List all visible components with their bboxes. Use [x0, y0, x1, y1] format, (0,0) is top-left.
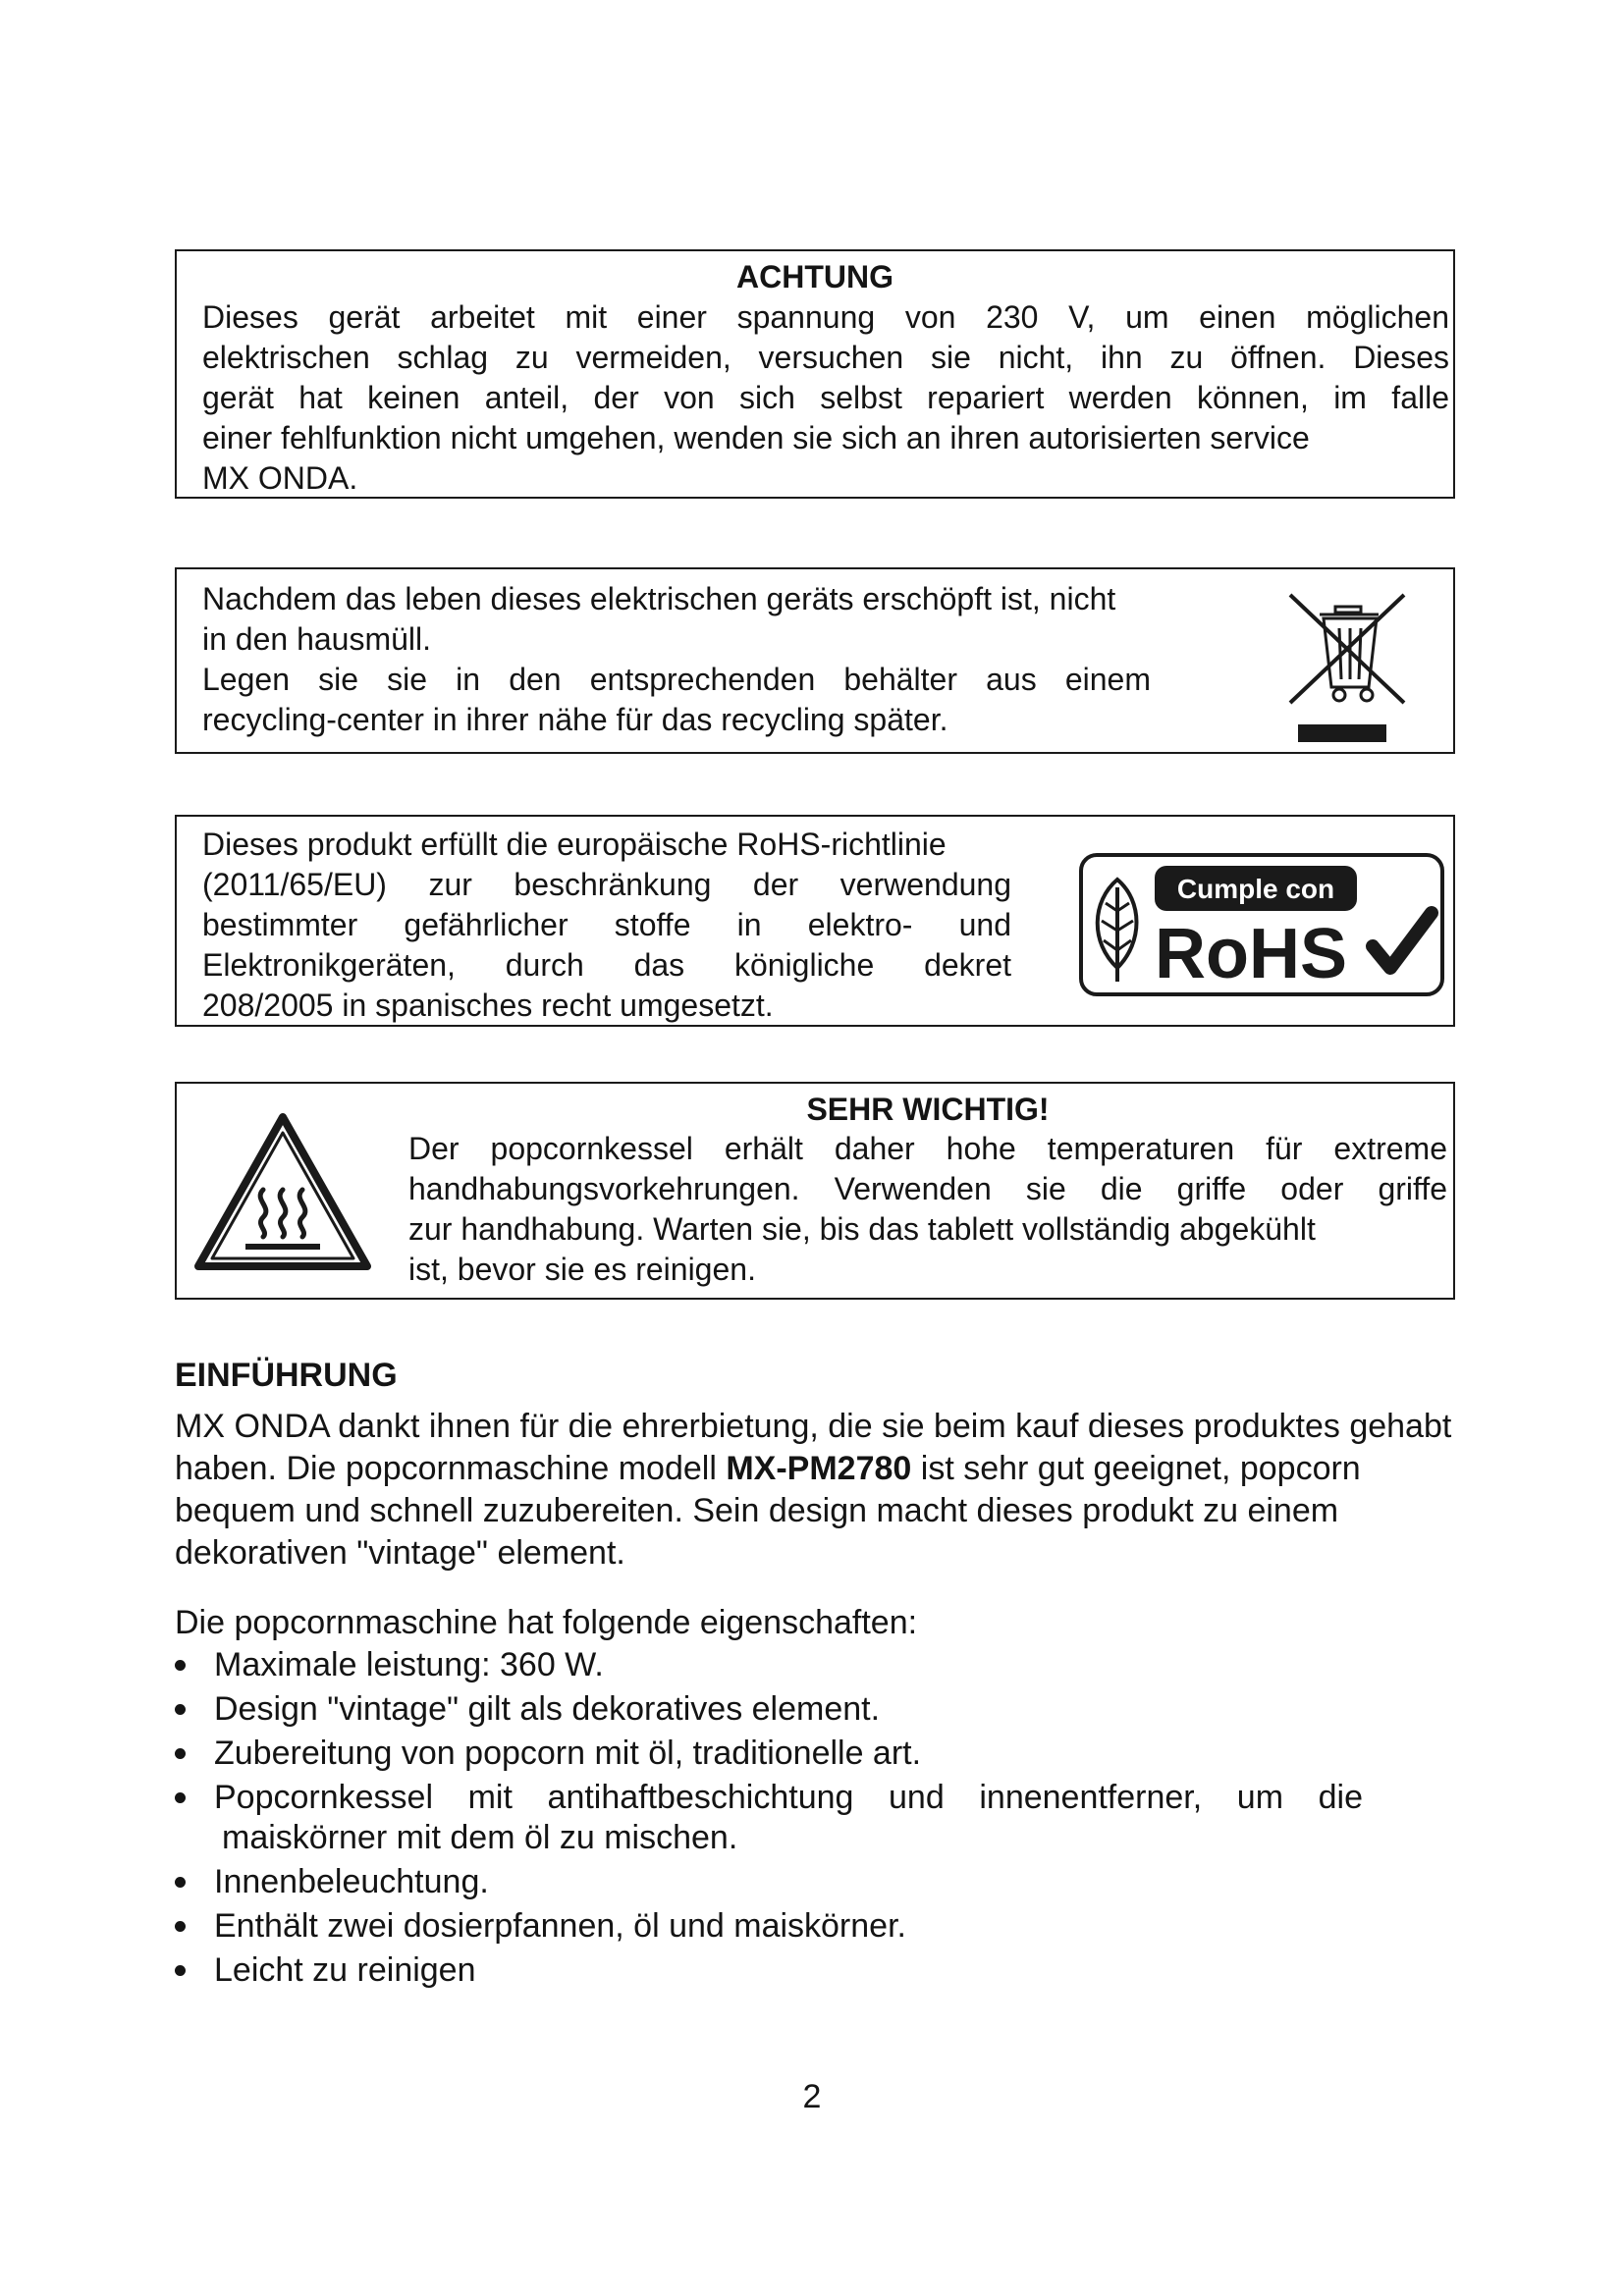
- list-item: [175, 1645, 1363, 1685]
- page-number: 2: [802, 2078, 822, 2115]
- rohs-compliance-box: [175, 815, 1455, 1027]
- rohs-line: 208/2005 in spanisches recht umgesetzt.: [202, 988, 774, 1023]
- warning-box-achtung: [175, 249, 1455, 499]
- rohs-logo: [1078, 852, 1445, 997]
- achtung-line: elektrischen schlag zu vermeiden, versuchen sie nicht, ihn zu öffnen. Dieses: [202, 340, 1449, 375]
- bullet-icon: [175, 1704, 186, 1715]
- achtung-line: gerät hat keinen anteil, der von sich selbst repariert werden können, im falle: [202, 380, 1449, 415]
- list-item: [175, 1950, 1363, 1991]
- feature-text-continued: maiskörner mit dem öl zu mischen.: [222, 1819, 738, 1856]
- section-title-einfuehrung: EINFÜHRUNG: [175, 1357, 398, 1394]
- wichtig-line: zur handhabung. Warten sie, bis das tablett vollständig abgekühlt: [408, 1211, 1316, 1247]
- hot-surface-warning-box: [175, 1082, 1455, 1300]
- achtung-text: [202, 297, 1449, 499]
- recycling-line: Nachdem das leben dieses elektrischen geräts erschöpft ist, nicht: [202, 581, 1116, 616]
- wichtig-title: SEHR WICHTIG!: [806, 1092, 1050, 1127]
- wichtig-line: Der popcornkessel erhält daher hohe temperaturen für extreme: [408, 1131, 1447, 1166]
- intro-text-part: MX ONDA dankt ihnen für die ehrerbietung, die sie beim kauf dieses produktes gehabt haben. Die popcornmaschine modell: [175, 1408, 1452, 1487]
- achtung-line: MX ONDA.: [202, 460, 358, 496]
- model-number: MX-PM2780: [726, 1450, 912, 1487]
- wichtig-text: [408, 1129, 1447, 1290]
- achtung-line: einer fehlfunktion nicht umgehen, wenden sie sich an ihren autorisierten service: [202, 420, 1310, 455]
- list-item: [175, 1689, 1363, 1730]
- bullet-icon: [175, 1877, 186, 1888]
- hot-surface-warning-icon: [192, 1111, 373, 1274]
- rohs-line: Elektronikgeräten, durch das königliche dekret: [202, 947, 1011, 983]
- recycling-line: Legen sie sie in den entsprechenden behälter aus einem: [202, 662, 1151, 697]
- list-item: [175, 1906, 1363, 1947]
- intro-paragraph: [175, 1406, 1461, 1575]
- bullet-icon: [175, 1792, 186, 1803]
- feature-text: Leicht zu reinigen: [214, 1951, 476, 1989]
- wichtig-line: ist, bevor sie es reinigen.: [408, 1252, 756, 1287]
- recycling-notice-box: [175, 567, 1455, 754]
- feature-text: Enthält zwei dosierpfannen, öl und maiskörner.: [214, 1907, 906, 1945]
- bullet-icon: [175, 1660, 186, 1671]
- recycling-text: [202, 579, 1282, 740]
- features-list: [175, 1645, 1363, 1995]
- feature-text: Zubereitung von popcorn mit öl, traditionelle art.: [214, 1735, 922, 1772]
- achtung-line: Dieses gerät arbeitet mit einer spannung von 230 V, um einen möglichen: [202, 299, 1449, 335]
- bullet-icon: [175, 1965, 186, 1976]
- bullet-icon: [175, 1748, 186, 1759]
- features-intro: Die popcornmaschine hat folgende eigenschaften:: [175, 1604, 918, 1641]
- rohs-logo-caption: Cumple con: [1176, 874, 1335, 904]
- recycling-line: in den hausmüll.: [202, 621, 432, 657]
- feature-text: Popcornkessel mit antihaftbeschichtung und innenentferner, um die: [214, 1779, 1363, 1816]
- rohs-line: (2011/65/EU) zur beschränkung der verwendung: [202, 867, 1011, 902]
- feature-text: Innenbeleuchtung.: [214, 1863, 489, 1900]
- rohs-logo-wordmark: RoHS: [1155, 915, 1347, 993]
- intro-text-part: ist sehr gut geeignet, popcorn bequem und schnell zuzubereiten. Sein design macht dieses produkt zu einem dekorativen "vintage" element.: [175, 1450, 1361, 1572]
- bullet-icon: [175, 1921, 186, 1932]
- rohs-line: Dieses produkt erfüllt die europäische RoHS-richtlinie: [202, 827, 947, 862]
- achtung-title: ACHTUNG: [736, 259, 893, 294]
- recycling-line: recycling-center in ihrer nähe für das recycling später.: [202, 702, 948, 737]
- crossed-out-wheelie-bin-icon: [1284, 589, 1422, 746]
- list-item: [175, 1734, 1363, 1774]
- list-item: [175, 1862, 1363, 1902]
- feature-text: Design "vintage" gilt als dekoratives element.: [214, 1690, 881, 1728]
- rohs-line: bestimmter gefährlicher stoffe in elektro- und: [202, 907, 1011, 942]
- feature-text: Maximale leistung: 360 W.: [214, 1646, 604, 1683]
- rohs-text: [202, 825, 1011, 1026]
- list-item: [175, 1778, 1363, 1858]
- wichtig-line: handhabungsvorkehrungen. Verwenden sie die griffe oder griffe: [408, 1171, 1447, 1206]
